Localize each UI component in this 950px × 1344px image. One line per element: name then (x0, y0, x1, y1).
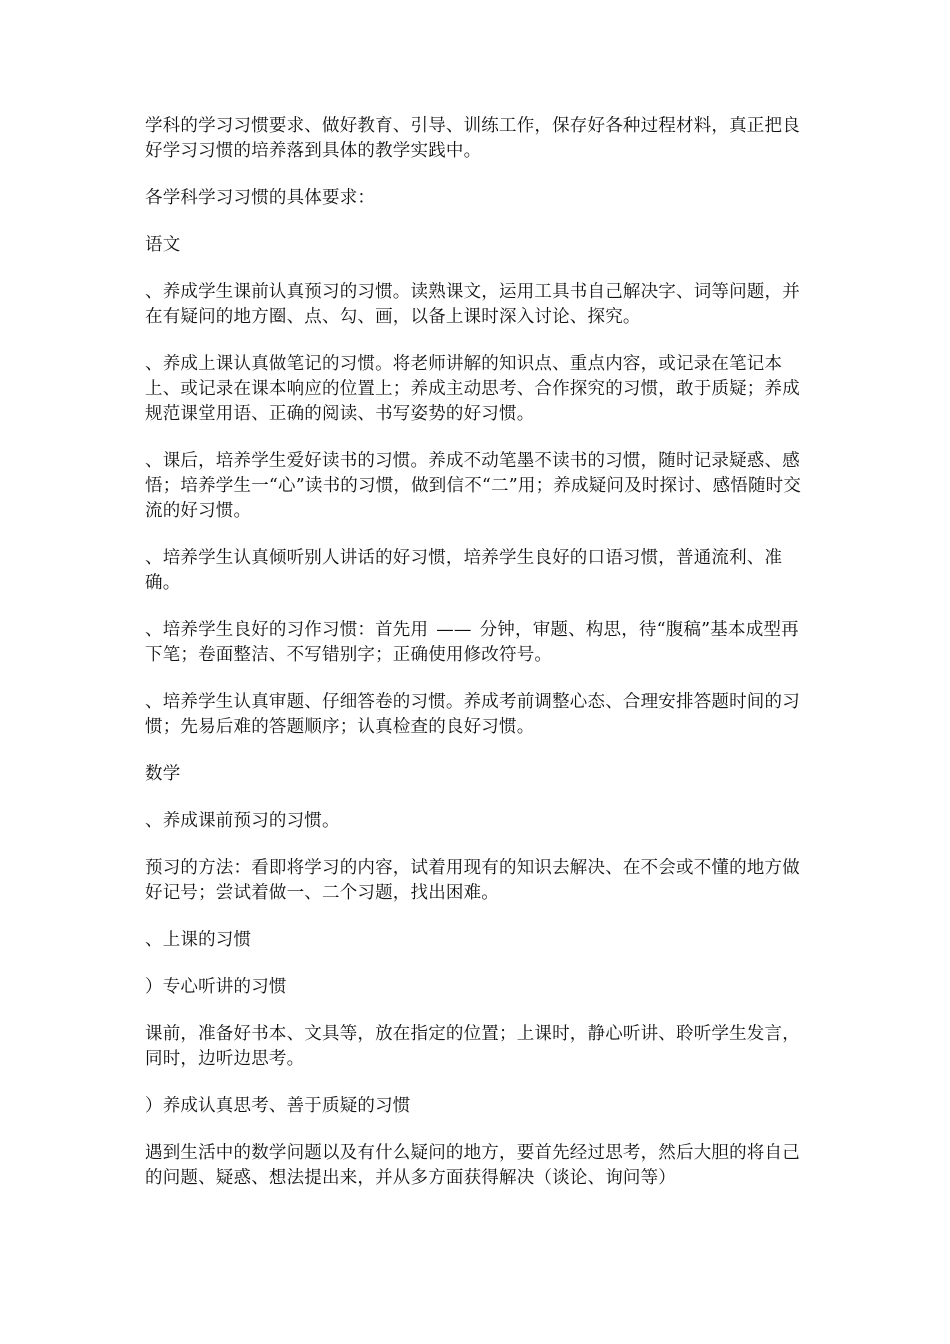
chinese-item-1: 、养成学生课前认真预习的习惯。读熟课文，运用工具书自己解决字、词等问题，并在有疑问的地方圈、点、勾、画，以备上课时深入讨论、探究。 (145, 282, 800, 327)
paragraph-requirements-title: 各学科学习习惯的具体要求： (145, 188, 376, 208)
math-item-2: 、上课的习惯 (145, 930, 252, 950)
math-subitem-1-text: 课前，准备好书本、文具等，放在指定的位置；上课时，静心听讲、聆听学生发言，同时，边听边思考。 (145, 1024, 800, 1069)
math-subitem-1: ）专心听讲的习惯 (145, 977, 287, 997)
math-preview-method: 预习的方法：看即将学习的内容，试着用现有的知识去解决、在不会或不懂的地方做好记号；尝试着做一、二个习题，找出困难。 (145, 858, 800, 903)
chinese-item-5 (145, 618, 813, 668)
paragraph-intro: 学科的学习习惯要求、做好教育、引导、训练工作，保存好各种过程材料，真正把良好学习习惯的培养落到具体的教学实践中。 (145, 116, 800, 161)
document-body (145, 114, 813, 1213)
chinese-item-3: 、课后，培养学生爱好读书的习惯。养成不动笔墨不读书的习惯，随时记录疑惑、感悟；培养学生一“心”读书的习惯，做到信不“二”用；养成疑问及时探讨、感悟随时交流的好习惯。 (145, 451, 802, 521)
chinese-item-6: 、培养学生认真审题、仔细答卷的习惯。养成考前调整心态、合理安排答题时间的习惯；先易后难的答题顺序；认真检查的良好习惯。 (145, 692, 800, 737)
section-heading-math: 数学 (145, 764, 181, 784)
math-subitem-2-text: 遇到生活中的数学问题以及有什么疑问的地方，要首先经过思考，然后大胆的将自己的问题、疑惑、想法提出来，并从多方面获得解决（谈论、询问等） (145, 1143, 800, 1188)
chinese-item-5-dash: —— (436, 620, 472, 640)
chinese-item-5-part-1: 、培养学生良好的习作习惯：首先用 (145, 620, 429, 640)
math-subitem-2: ）养成认真思考、善于质疑的习惯 (145, 1096, 411, 1116)
chinese-item-2: 、养成上课认真做笔记的习惯。将老师讲解的知识点、重点内容，或记录在笔记本上、或记录在课本响应的位置上；养成主动思考、合作探究的习惯，敢于质疑；养成规范课堂用语、正确的阅读、书写姿势的好习惯。 (145, 354, 800, 424)
chinese-item-5-part-2: 分钟，审题、构思，待“腹稿”基本成型再下笔；卷面整洁、不写错别字；正确使用修改符号。 (145, 620, 799, 665)
math-item-1: 、养成课前预习的习惯。 (145, 811, 340, 831)
chinese-item-4: 、培养学生认真倾听别人讲话的好习惯，培养学生良好的口语习惯，普通流利、准确。 (145, 548, 783, 593)
section-heading-chinese: 语文 (145, 235, 181, 255)
